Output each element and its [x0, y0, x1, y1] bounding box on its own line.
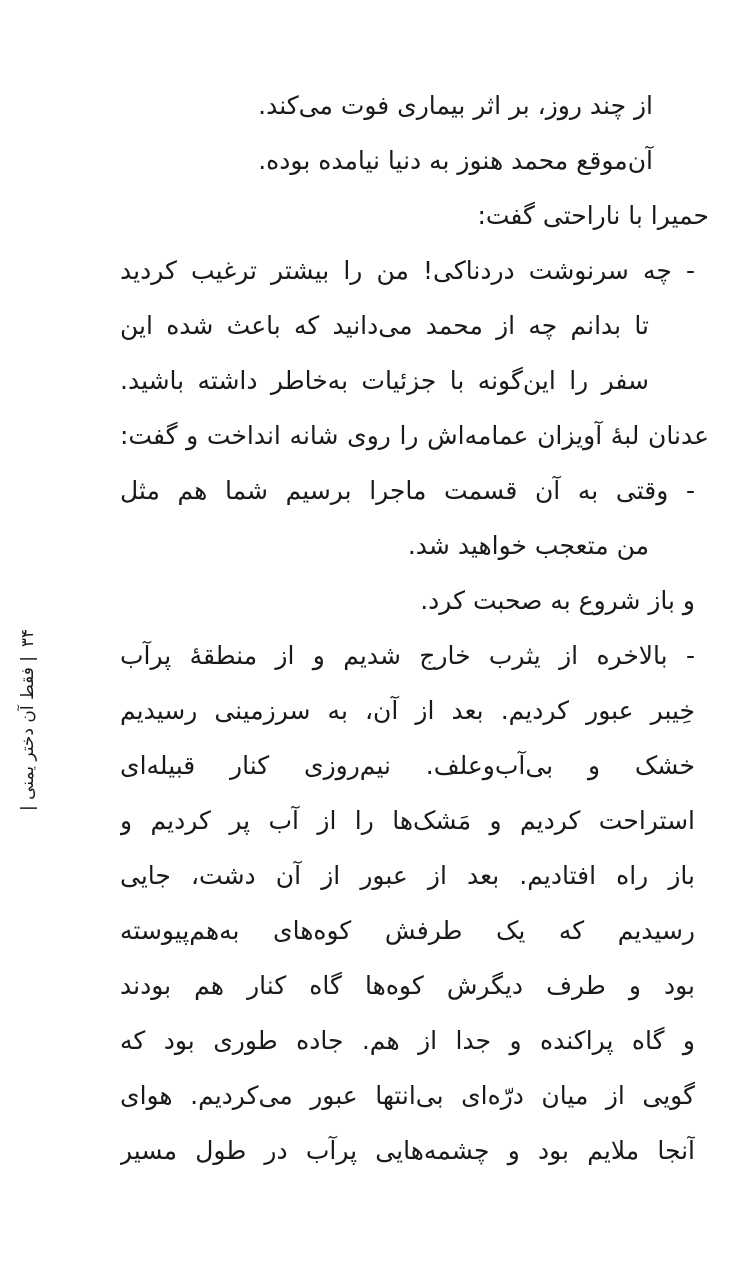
text-line: - وقتی به آن قسمت ماجرا برسیم شما هم مثل: [120, 476, 695, 505]
text-line: من متعجب خواهید شد.: [407, 531, 649, 560]
text-line: آن‌موقع محمد هنوز به دنیا نیامده بوده.: [258, 146, 653, 175]
running-header: [8, 628, 48, 811]
text-line: سفر را این‌گونه با جزئیات به‌خاطر داشته باشید.: [120, 366, 649, 395]
page-number: ۳۴: [18, 628, 38, 648]
text-line: و باز شروع به صحبت کرد.: [420, 586, 695, 615]
text-line: رسیدیم که یک طرفش کوه‌های به‌هم‌پیوسته: [120, 916, 695, 945]
text-line: تا بدانم چه از محمد می‌دانید که باعث شده این: [120, 311, 649, 340]
text-line: باز راه افتادیم. بعد از عبور از آن دشت، جایی: [120, 861, 695, 890]
text-line: گویی از میان درّه‌ای بی‌انتها عبور می‌کردیم. هوای: [120, 1081, 695, 1110]
text-line: از چند روز، بر اثر بیماری فوت می‌کند.: [258, 91, 653, 120]
text-line: استراحت کردیم و مَشک‌ها را از آب پر کردیم و: [120, 806, 695, 835]
text-line: آنجا ملایم بود و چشمه‌هایی پرآب در طول مسیر: [120, 1136, 695, 1165]
text-line: عدنان لبهٔ آویزان عمامه‌اش را روی شانه انداخت و گفت:: [120, 421, 709, 450]
text-line: و گاه پراکنده و جدا از هم. جاده طوری بود که: [120, 1026, 695, 1055]
book-title: | فقط آن دختر یمنی |: [18, 656, 38, 811]
body-text: [120, 78, 709, 1178]
text-line: بود و طرف دیگرش کوه‌ها گاه کنار هم بودند: [120, 971, 695, 1000]
text-line: حمیرا با ناراحتی گفت:: [477, 201, 709, 230]
text-line: خِیبر عبور کردیم. بعد از آن، به سرزمینی رسیدیم: [120, 696, 695, 725]
text-line: خشک و بی‌آب‌وعلف. نیم‌روزی کنار قبیله‌ای: [120, 751, 695, 780]
text-line: - بالاخره از یثرب خارج شدیم و از منطقهٔ پرآب: [120, 641, 695, 670]
text-line: - چه سرنوشت دردناکی! من را بیشتر ترغیب کردید: [120, 256, 695, 285]
